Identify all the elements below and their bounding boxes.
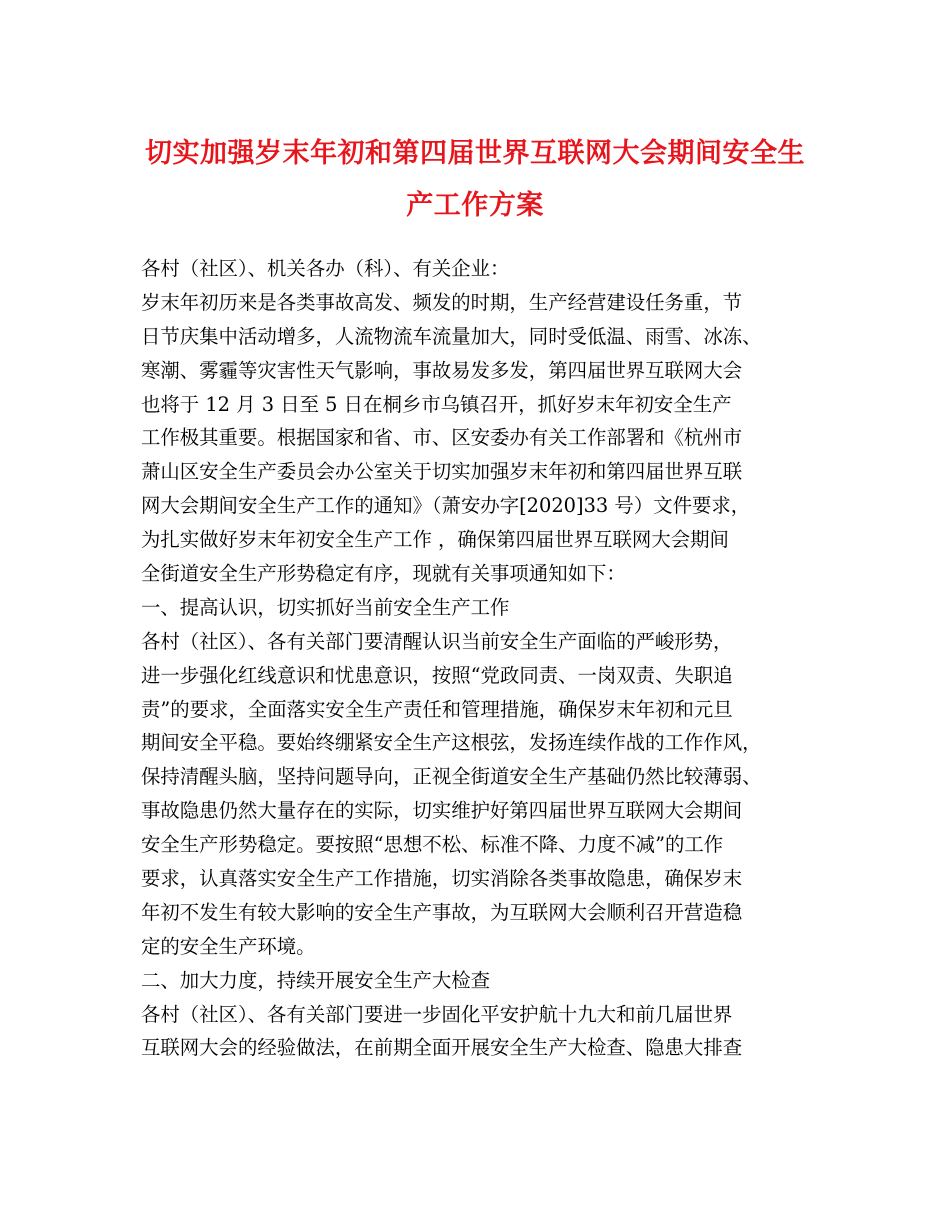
body-line: 保持清醒头脑，坚持问题导向，正视全街道安全生产基础仍然比较薄弱、: [141, 765, 762, 789]
body-line: 各村（社区）、各有关部门要清醒认识当前安全生产面临的严峻形势，: [141, 629, 733, 653]
body-line: 各村（社区）、各有关部门要进一步固化平安护航十九大和前几届世界: [141, 1002, 733, 1026]
body-line: 事故隐患仍然大量存在的实际，切实维护好第四届世界互联网大会期间: [141, 799, 743, 823]
body-line: 日节庆集中活动增多，人流物流车流量加大，同时受低温、雨雪、冰冻、: [141, 324, 762, 348]
body-line: 责”的要求，全面落实安全生产责任和管理措施，确保岁末年初和元旦: [141, 697, 733, 721]
body-line: 全街道安全生产形势稳定有序，现就有关事项通知如下：: [141, 562, 626, 586]
body-line: 萧山区安全生产委员会办公室关于切实加强岁末年初和第四届世界互联: [141, 460, 743, 484]
body-line: 工作极其重要。根据国家和省、市、区安委办有关工作部署和《杭州市: [141, 426, 743, 450]
body-line: 进一步强化红线意识和忧患意识，按照“党政同责、一岗双责、失职追: [141, 663, 733, 687]
body-line: 互联网大会的经验做法，在前期全面开展安全生产大检查、隐患大排查: [141, 1036, 743, 1060]
body-line: 要求，认真落实安全生产工作措施，切实消除各类事故隐患，确保岁末: [141, 867, 743, 891]
body-line: 期间安全平稳。要始终绷紧安全生产这根弦，发扬连续作战的工作作风，: [141, 731, 762, 755]
body-line: 网大会期间安全生产工作的通知》（萧安办字[2020]33 号）文件要求，: [141, 494, 751, 518]
body-line: 也将于 12 月 3 日至 5 日在桐乡市乌镇召开，抓好岁末年初安全生产: [141, 392, 732, 416]
body-line: 安全生产形势稳定。要按照“思想不松、标准不降、力度不减”的工作: [141, 833, 724, 857]
body-line: 定的安全生产环境。: [141, 934, 316, 958]
title-line: 切实加强岁末年初和第四届世界互联网大会期间安全生: [145, 138, 805, 169]
body-line: 寒潮、雾霾等灾害性天气影响，事故易发多发，第四届世界互联网大会: [141, 358, 743, 382]
title-line: 产工作方案: [406, 190, 544, 221]
body-line: 岁末年初历来是各类事故高发、频发的时期，生产经营建设任务重，节: [141, 290, 743, 314]
salutation: 各村（社区）、机关各办（科）、有关企业：: [141, 257, 510, 280]
section-heading-2: 二、加大力度，持续开展安全生产大检查: [141, 968, 491, 992]
section-heading-1: 一、提高认识，切实抓好当前安全生产工作: [141, 595, 510, 619]
body-line: 年初不发生有较大影响的安全生产事故，为互联网大会顺利召开营造稳: [141, 900, 743, 924]
document-title: [120, 128, 830, 232]
document-body: [141, 252, 831, 1065]
body-line: 为扎实做好岁末年初安全生产工作 ，确保第四届世界互联网大会期间: [141, 528, 729, 552]
